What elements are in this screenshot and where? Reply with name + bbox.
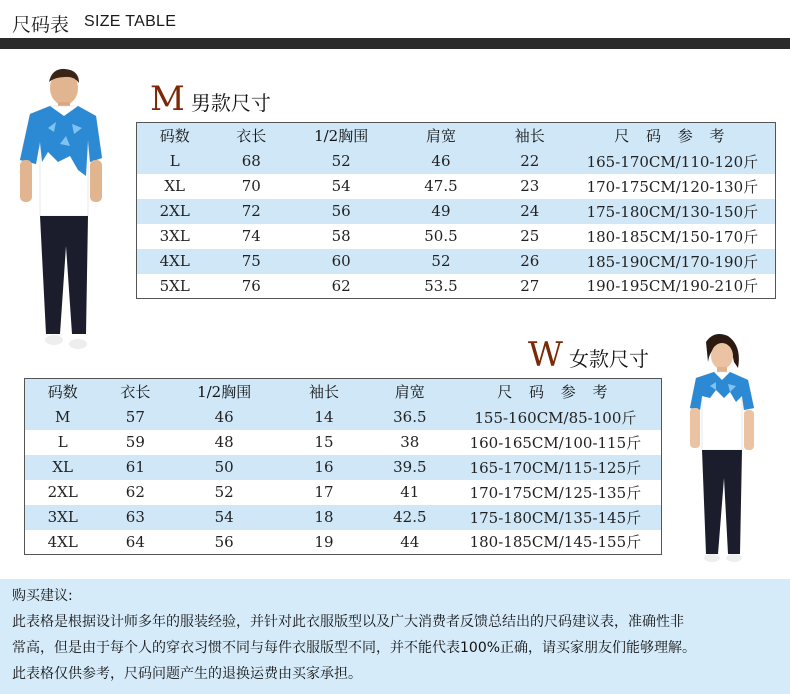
table-cell: 48 bbox=[170, 430, 278, 455]
col-header: 衣长 bbox=[212, 123, 290, 149]
table-cell: 14 bbox=[278, 405, 370, 430]
table-cell: 24 bbox=[490, 199, 570, 224]
table-cell: 61 bbox=[100, 455, 170, 480]
col-header: 尺 码 参 考 bbox=[570, 123, 776, 149]
col-header: 码数 bbox=[25, 379, 101, 405]
table-cell: 36.5 bbox=[370, 405, 450, 430]
advice-heading: 购买建议: bbox=[12, 588, 73, 604]
male-model-image bbox=[8, 66, 106, 358]
col-header: 码数 bbox=[137, 123, 213, 149]
table-cell: 58 bbox=[290, 224, 392, 249]
table-row bbox=[137, 274, 776, 299]
table-row bbox=[25, 455, 662, 480]
table-cell: 5XL bbox=[137, 274, 213, 299]
table-cell: 62 bbox=[290, 274, 392, 299]
table-row bbox=[25, 480, 662, 505]
women-size-table bbox=[24, 378, 662, 555]
table-cell: L bbox=[25, 430, 101, 455]
table-row bbox=[137, 174, 776, 199]
table-cell: 60 bbox=[290, 249, 392, 274]
table-cell: 165-170CM/115-125斤 bbox=[450, 455, 662, 480]
table-cell: 57 bbox=[100, 405, 170, 430]
col-header: 1/2胸围 bbox=[170, 379, 278, 405]
men-section-title bbox=[150, 79, 271, 119]
table-row bbox=[25, 505, 662, 530]
col-header: 衣长 bbox=[100, 379, 170, 405]
col-header: 袖长 bbox=[490, 123, 570, 149]
table-row bbox=[25, 530, 662, 555]
table-cell: 39.5 bbox=[370, 455, 450, 480]
table-cell: 4XL bbox=[25, 530, 101, 555]
table-cell: 175-180CM/135-145斤 bbox=[450, 505, 662, 530]
table-cell: 46 bbox=[170, 405, 278, 430]
page-header bbox=[0, 0, 790, 38]
women-label: 女款尺寸 bbox=[568, 347, 649, 371]
table-cell: 62 bbox=[100, 480, 170, 505]
table-cell: 74 bbox=[212, 224, 290, 249]
table-cell: 63 bbox=[100, 505, 170, 530]
table-cell: 56 bbox=[290, 199, 392, 224]
table-cell: 17 bbox=[278, 480, 370, 505]
table-cell: XL bbox=[137, 174, 213, 199]
men-label: 男款尺寸 bbox=[190, 91, 271, 115]
table-cell: 53.5 bbox=[392, 274, 490, 299]
women-letter: W bbox=[528, 335, 563, 375]
table-cell: 68 bbox=[212, 149, 290, 174]
col-header: 袖长 bbox=[278, 379, 370, 405]
men-size-table bbox=[136, 122, 776, 299]
purchase-advice bbox=[0, 579, 790, 694]
table-cell: 18 bbox=[278, 505, 370, 530]
table-cell: 22 bbox=[490, 149, 570, 174]
table-cell: 160-165CM/100-115斤 bbox=[450, 430, 662, 455]
table-cell: 70 bbox=[212, 174, 290, 199]
table-cell: 72 bbox=[212, 199, 290, 224]
table-cell: 26 bbox=[490, 249, 570, 274]
table-cell: 54 bbox=[170, 505, 278, 530]
table-cell: 180-185CM/145-155斤 bbox=[450, 530, 662, 555]
table-row bbox=[137, 249, 776, 274]
table-cell: 185-190CM/170-190斤 bbox=[570, 249, 776, 274]
table-cell: 59 bbox=[100, 430, 170, 455]
advice-line: 此表格是根据设计师多年的服装经验，并针对此衣服版型以及广大消费者反馈总结出的尺码建议表，准确性非 bbox=[12, 614, 684, 630]
table-row bbox=[137, 149, 776, 174]
table-cell: 47.5 bbox=[392, 174, 490, 199]
table-cell: 46 bbox=[392, 149, 490, 174]
table-cell: 175-180CM/130-150斤 bbox=[570, 199, 776, 224]
table-cell: 170-175CM/125-135斤 bbox=[450, 480, 662, 505]
table-row bbox=[137, 199, 776, 224]
table-cell: 190-195CM/190-210斤 bbox=[570, 274, 776, 299]
header-divider bbox=[0, 38, 790, 49]
table-cell: 19 bbox=[278, 530, 370, 555]
table-cell: 4XL bbox=[137, 249, 213, 274]
table-cell: 15 bbox=[278, 430, 370, 455]
women-table-header bbox=[25, 379, 662, 405]
women-section-title bbox=[528, 335, 649, 375]
advice-line: 常高，但是由于每个人的穿衣习惯不同与每件衣服版型不同，并不能代表100%正确，请买家朋友们能够理解。 bbox=[12, 640, 697, 656]
table-cell: L bbox=[137, 149, 213, 174]
table-cell: 170-175CM/120-130斤 bbox=[570, 174, 776, 199]
table-cell: 180-185CM/150-170斤 bbox=[570, 224, 776, 249]
table-cell: 76 bbox=[212, 274, 290, 299]
men-letter: M bbox=[150, 79, 185, 119]
table-cell: 52 bbox=[392, 249, 490, 274]
title-en: SIZE TABLE bbox=[84, 13, 177, 30]
title-cn: 尺码表 bbox=[12, 14, 70, 36]
col-header: 肩宽 bbox=[392, 123, 490, 149]
advice-line: 此表格仅供参考，尺码问题产生的退换运费由买家承担。 bbox=[12, 666, 362, 682]
table-cell: 155-160CM/85-100斤 bbox=[450, 405, 662, 430]
table-cell: 56 bbox=[170, 530, 278, 555]
table-cell: 3XL bbox=[25, 505, 101, 530]
table-row bbox=[25, 405, 662, 430]
table-cell: 64 bbox=[100, 530, 170, 555]
col-header: 尺 码 参 考 bbox=[450, 379, 662, 405]
table-cell: 25 bbox=[490, 224, 570, 249]
table-cell: 165-170CM/110-120斤 bbox=[570, 149, 776, 174]
table-cell: 2XL bbox=[137, 199, 213, 224]
men-table-header bbox=[137, 123, 776, 149]
table-cell: 38 bbox=[370, 430, 450, 455]
table-cell: 75 bbox=[212, 249, 290, 274]
table-cell: 41 bbox=[370, 480, 450, 505]
table-cell: 50 bbox=[170, 455, 278, 480]
table-cell: 3XL bbox=[137, 224, 213, 249]
female-model-image bbox=[684, 332, 762, 568]
table-cell: 44 bbox=[370, 530, 450, 555]
table-cell: 27 bbox=[490, 274, 570, 299]
table-row bbox=[137, 224, 776, 249]
table-row bbox=[25, 430, 662, 455]
table-cell: 52 bbox=[290, 149, 392, 174]
table-cell: XL bbox=[25, 455, 101, 480]
table-cell: 42.5 bbox=[370, 505, 450, 530]
table-cell: 2XL bbox=[25, 480, 101, 505]
table-cell: 16 bbox=[278, 455, 370, 480]
table-cell: 23 bbox=[490, 174, 570, 199]
table-cell: M bbox=[25, 405, 101, 430]
col-header: 1/2胸围 bbox=[290, 123, 392, 149]
table-cell: 52 bbox=[170, 480, 278, 505]
table-cell: 49 bbox=[392, 199, 490, 224]
table-cell: 50.5 bbox=[392, 224, 490, 249]
table-cell: 54 bbox=[290, 174, 392, 199]
col-header: 肩宽 bbox=[370, 379, 450, 405]
